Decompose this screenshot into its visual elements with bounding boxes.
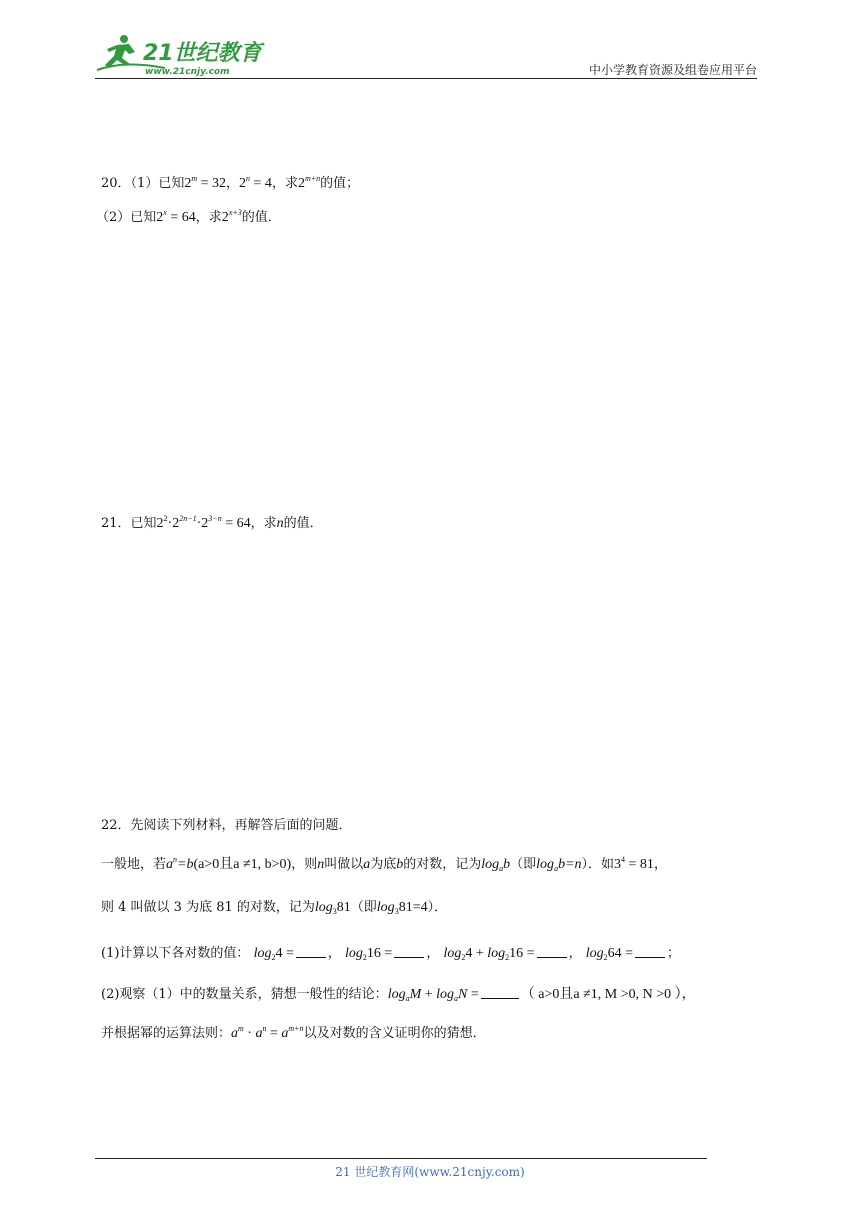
question-21: 21．已知$2^2\cdot 2^{2n-1}\cdot 2^{3-n} = 64$，求n的值．: [101, 514, 323, 531]
footer-divider: [95, 1158, 707, 1159]
header-divider: [95, 78, 757, 79]
answer-blank-4[interactable]: [635, 945, 665, 958]
question-20-part1: 20．（1）已知$2^m = 32$，$2^n = 4$，求$2^{m+n}$的值；: [101, 174, 360, 191]
page-header: [95, 30, 757, 80]
question-22-part1: (1)计算以下各对数的值： $\log_24$ = ， $\log_216$ = ， $\log_24 + \log_216$ = ， $\log_264$ = ；: [101, 946, 681, 962]
header-platform-name: 中小学教育资源及组卷应用平台: [588, 63, 757, 77]
question-22-title: 22．先阅读下列材料，再解答后面的问题．: [101, 818, 352, 833]
question-22-example: 则 4 叫做以 3 为底 81 的对数，记为$\log_381$（即$\log_381=4$）．: [101, 900, 448, 916]
question-22-definition: 一般地，若$a^n=b(a>0$且a ≠1, b>0)，则n叫做以a为底b的对数，记为$\log_ab$（即$\log_ab=n$）．如$3^4 = 81$，: [101, 855, 667, 873]
answer-blank-5[interactable]: [481, 986, 519, 999]
question-22-part2: (2)观察（1）中的数量关系，猜想一般性的结论：$\log_aM + \log_aN$ = （ a>0且a ≠1, M >0, N >0 ），: [101, 987, 696, 1003]
answer-blank-3[interactable]: [537, 945, 567, 958]
question-22-part3: 并根据幂的运算法则：$a^m \cdot a^n = a^{m+n}$以及对数的含义证明你的猜想．: [101, 1024, 486, 1041]
svg-text:21世纪教育: 21世纪教育: [143, 41, 262, 66]
question-20-part2: （2）已知$2^x = 64$，求$2^{x+3}$的值．: [96, 208, 281, 225]
footer-link[interactable]: 21 世纪教育网(www.21cnjy.com): [335, 1165, 525, 1179]
site-logo: [95, 30, 265, 78]
answer-blank-2[interactable]: [394, 945, 424, 958]
svg-text:www.21cnjy.com: www.21cnjy.com: [145, 67, 230, 77]
answer-blank-1[interactable]: [296, 945, 326, 958]
